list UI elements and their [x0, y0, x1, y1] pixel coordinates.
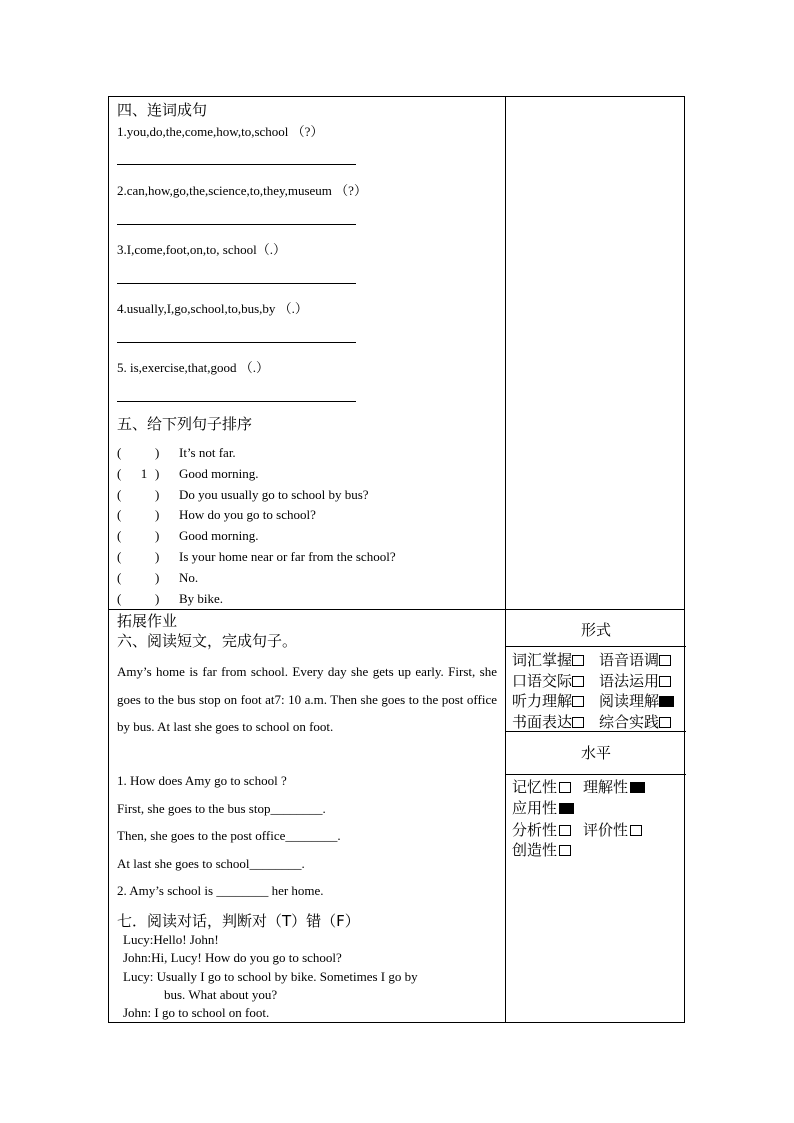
- close-paren: ): [155, 486, 160, 502]
- close-paren: ): [155, 445, 160, 460]
- open-paren: (: [117, 465, 122, 481]
- checkbox-icon[interactable]: [659, 717, 671, 728]
- level-item: [583, 819, 642, 840]
- order-sentence: Is your home near or far from the school?: [179, 549, 396, 564]
- question-1-blank-a: First, she goes to the bus stop________.: [117, 801, 326, 816]
- close-paren: ): [155, 590, 160, 606]
- form-item-label: 综合实践: [599, 712, 660, 731]
- order-sentence: Do you usually go to school by bus?: [179, 486, 369, 502]
- form-item: [599, 670, 671, 691]
- dialogue-line-2: John:Hi, Lucy! How do you go to school?: [123, 950, 342, 965]
- column-divider: [505, 97, 506, 1022]
- section4-item-1: 1.you,do,the,come,how,to,school （?）: [117, 124, 324, 139]
- open-paren: (: [117, 445, 122, 460]
- form-item: [512, 649, 584, 670]
- level-item: [583, 776, 645, 797]
- answer-line-5[interactable]: [117, 401, 356, 402]
- level-item-label: 应用性: [512, 799, 558, 817]
- form-item-label: 书面表达: [512, 712, 573, 731]
- order-sentence: By bike.: [179, 590, 224, 606]
- dialogue-line-5: John: I go to school on foot.: [123, 1005, 270, 1020]
- section4-item-4: 4.usually,I,go,school,to,bus,by （.）: [117, 301, 308, 316]
- answer-line-4[interactable]: [117, 342, 356, 343]
- open-paren: (: [117, 507, 122, 523]
- form-item-label: 语法运用: [599, 671, 660, 690]
- form-item: [599, 649, 671, 670]
- order-sentence: Good morning.: [179, 528, 259, 544]
- order-row: [117, 445, 236, 461]
- form-item-label: 阅读理解: [599, 692, 660, 710]
- close-paren: ): [155, 569, 160, 585]
- level-item: [512, 819, 571, 840]
- checkbox-icon[interactable]: [659, 676, 671, 687]
- form-item-label: 听力理解: [512, 692, 573, 710]
- order-row: [117, 591, 223, 607]
- order-sentence: How do you go to school?: [179, 507, 316, 523]
- checkbox-icon[interactable]: [572, 717, 584, 728]
- close-paren: ): [155, 507, 160, 523]
- extension-title: 拓展作业: [117, 612, 178, 630]
- checkbox-icon[interactable]: [559, 782, 571, 793]
- open-paren: (: [117, 528, 122, 544]
- order-sentence: It’s not far.: [179, 445, 236, 460]
- form-item: [512, 690, 584, 711]
- question-1-blank-b: Then, she goes to the post office________.: [117, 828, 341, 843]
- order-row: [117, 570, 198, 586]
- section4-heading: 四、连词成句: [117, 101, 208, 119]
- level-item-label: 理解性: [583, 778, 629, 796]
- order-row: [117, 549, 396, 565]
- reading-passage: Amy’s home is far from school. Every day she gets up early. First, she goes to the bus stop on foot at7: 10 a.m. Then she goes to the post office by bus. At last she goes to school on foot.: [117, 664, 497, 734]
- level-item: [512, 839, 571, 860]
- section4-item-2: 2.can,how,go,the,science,to,they,museum （?）: [117, 183, 367, 198]
- close-paren: ): [155, 528, 160, 544]
- section5-heading: 五、给下列句子排序: [117, 415, 253, 433]
- checkbox-icon[interactable]: [559, 803, 574, 814]
- checkbox-icon[interactable]: [572, 676, 584, 687]
- form-item-label: 口语交际: [512, 671, 573, 690]
- checkbox-icon[interactable]: [559, 845, 571, 856]
- worksheet-table: [108, 96, 685, 1023]
- section6-heading: 六、阅读短文，完成句子。: [117, 632, 298, 650]
- form-item: [512, 670, 584, 691]
- section4-item-3: 3.I,come,foot,on,to, school（.）: [117, 242, 286, 257]
- form-item-label: 词汇掌握: [512, 651, 573, 669]
- form-item: [599, 711, 671, 732]
- order-row: [117, 507, 316, 523]
- order-row: [117, 466, 258, 482]
- answer-line-2[interactable]: [117, 224, 356, 225]
- question-1-blank-c: At last she goes to school________.: [117, 856, 305, 871]
- open-paren: (: [117, 590, 122, 606]
- section4-item-5: 5. is,exercise,that,good （.）: [117, 360, 269, 375]
- close-paren: ): [155, 465, 160, 481]
- open-paren: (: [117, 549, 122, 564]
- level-item-label: 记忆性: [512, 778, 558, 796]
- checkbox-icon[interactable]: [630, 825, 642, 836]
- question-2: 2. Amy’s school is ________ her home.: [117, 883, 324, 898]
- order-sentence: Good morning.: [179, 465, 259, 481]
- answer-line-1[interactable]: [117, 164, 356, 165]
- form-item: [512, 711, 584, 732]
- question-1: 1. How does Amy go to school ?: [117, 773, 287, 788]
- level-item: [512, 797, 574, 818]
- open-paren: (: [117, 486, 122, 502]
- row-divider: [109, 609, 684, 610]
- level-title: 水平: [580, 744, 611, 762]
- checkbox-icon[interactable]: [659, 696, 674, 707]
- close-paren: ): [155, 549, 160, 564]
- form-item-label: 语音语调: [599, 651, 660, 669]
- checkbox-icon[interactable]: [572, 655, 584, 666]
- answer-line-3[interactable]: [117, 283, 356, 284]
- dialogue-line-1: Lucy:Hello! John!: [123, 932, 219, 947]
- form-title: 形式: [580, 621, 611, 639]
- checkbox-icon[interactable]: [572, 696, 584, 707]
- checkbox-icon[interactable]: [630, 782, 645, 793]
- level-item-label: 创造性: [512, 841, 558, 859]
- checkbox-icon[interactable]: [559, 825, 571, 836]
- dialogue-line-4: bus. What about you?: [164, 987, 278, 1002]
- level-item-label: 分析性: [512, 821, 558, 839]
- section7-heading: 七．阅读对话，判断对（T）错（F）: [117, 912, 360, 930]
- level-item: [512, 776, 571, 797]
- dialogue-line-3: Lucy: Usually I go to school by bike. Sometimes I go by: [123, 969, 418, 984]
- level-title-divider: [506, 774, 686, 775]
- level-item-label: 评价性: [583, 821, 629, 839]
- form-item: [599, 690, 674, 711]
- order-number[interactable]: 1: [140, 465, 148, 481]
- order-row: [117, 528, 258, 544]
- open-paren: (: [117, 569, 122, 585]
- order-row: [117, 487, 369, 503]
- order-sentence: No.: [179, 569, 199, 585]
- checkbox-icon[interactable]: [659, 655, 671, 666]
- form-title-divider: [506, 646, 686, 647]
